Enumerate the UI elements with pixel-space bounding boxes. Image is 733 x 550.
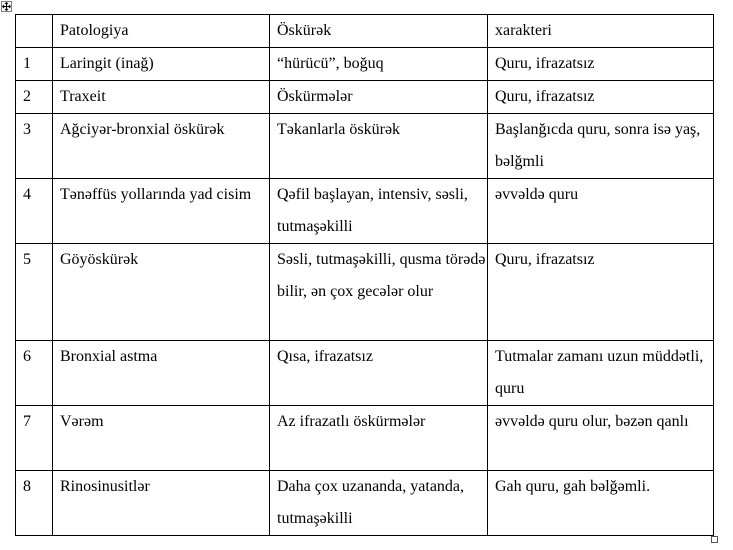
pathology-table [15, 14, 714, 536]
pathology-cell: Vərəm [53, 406, 270, 471]
row-number-cell: 5 [16, 244, 53, 341]
table-row [16, 179, 714, 244]
table-row [16, 244, 714, 341]
row-number-cell: 7 [16, 406, 53, 471]
header-cell-cough: Öskürək [270, 15, 488, 48]
row-number-cell: 8 [16, 471, 53, 536]
character-cell: əvvəldə quru [488, 179, 714, 244]
row-number-cell: 4 [16, 179, 53, 244]
character-cell: Quru, ifrazatsız [488, 244, 714, 341]
row-number-cell: 3 [16, 114, 53, 179]
cough-cell: Az ifrazatlı öskürmələr [270, 406, 488, 471]
table-header-row [16, 15, 714, 48]
character-cell: əvvəldə quru olur, bəzən qanlı [488, 406, 714, 471]
row-number-cell: 6 [16, 341, 53, 406]
table-row [16, 114, 714, 179]
header-cell-pathology: Patologiya [53, 15, 270, 48]
character-cell: Tutmalar zamanı uzun müddətli, quru [488, 341, 714, 406]
row-number-cell: 2 [16, 81, 53, 114]
cough-cell: Daha çox uzananda, yatanda, tutmaşəkilli [270, 471, 488, 536]
pathology-cell: Göyöskürək [53, 244, 270, 341]
character-cell: Başlanğıcda quru, sonra isə yaş, bəlğmli [488, 114, 714, 179]
pathology-cell: Traxeit [53, 81, 270, 114]
header-cell-character: xarakteri [488, 15, 714, 48]
cough-cell: Öskürmələr [270, 81, 488, 114]
pathology-cell: Bronxial astma [53, 341, 270, 406]
table-row [16, 48, 714, 81]
pathology-cell: Ağciyər-bronxial öskürək [53, 114, 270, 179]
table-row [16, 341, 714, 406]
pathology-cell: Tənəffüs yollarında yad cisim [53, 179, 270, 244]
cough-cell: Səsli, tutmaşəkilli, qusma törədə bilir, ən çox gecələr olur [270, 244, 488, 341]
pathology-cell: Rinosinusitlər [53, 471, 270, 536]
cough-cell: Təkanlarla öskürək [270, 114, 488, 179]
character-cell: Quru, ifrazatsız [488, 48, 714, 81]
character-cell: Gah quru, gah bəlğəmli. [488, 471, 714, 536]
table-row [16, 81, 714, 114]
cough-cell: Qısa, ifrazatsız [270, 341, 488, 406]
cough-cell: “hürücü”, boğuq [270, 48, 488, 81]
header-cell-number [16, 15, 53, 48]
cough-cell: Qəfil başlayan, intensiv, səsli, tutmaşəkilli [270, 179, 488, 244]
table-row [16, 471, 714, 536]
pathology-cell: Laringit (inağ) [53, 48, 270, 81]
table-row [16, 406, 714, 471]
table-resize-handle[interactable] [711, 536, 718, 543]
row-number-cell: 1 [16, 48, 53, 81]
table-move-handle-icon[interactable] [1, 1, 12, 12]
character-cell: Quru, ifrazatsız [488, 81, 714, 114]
